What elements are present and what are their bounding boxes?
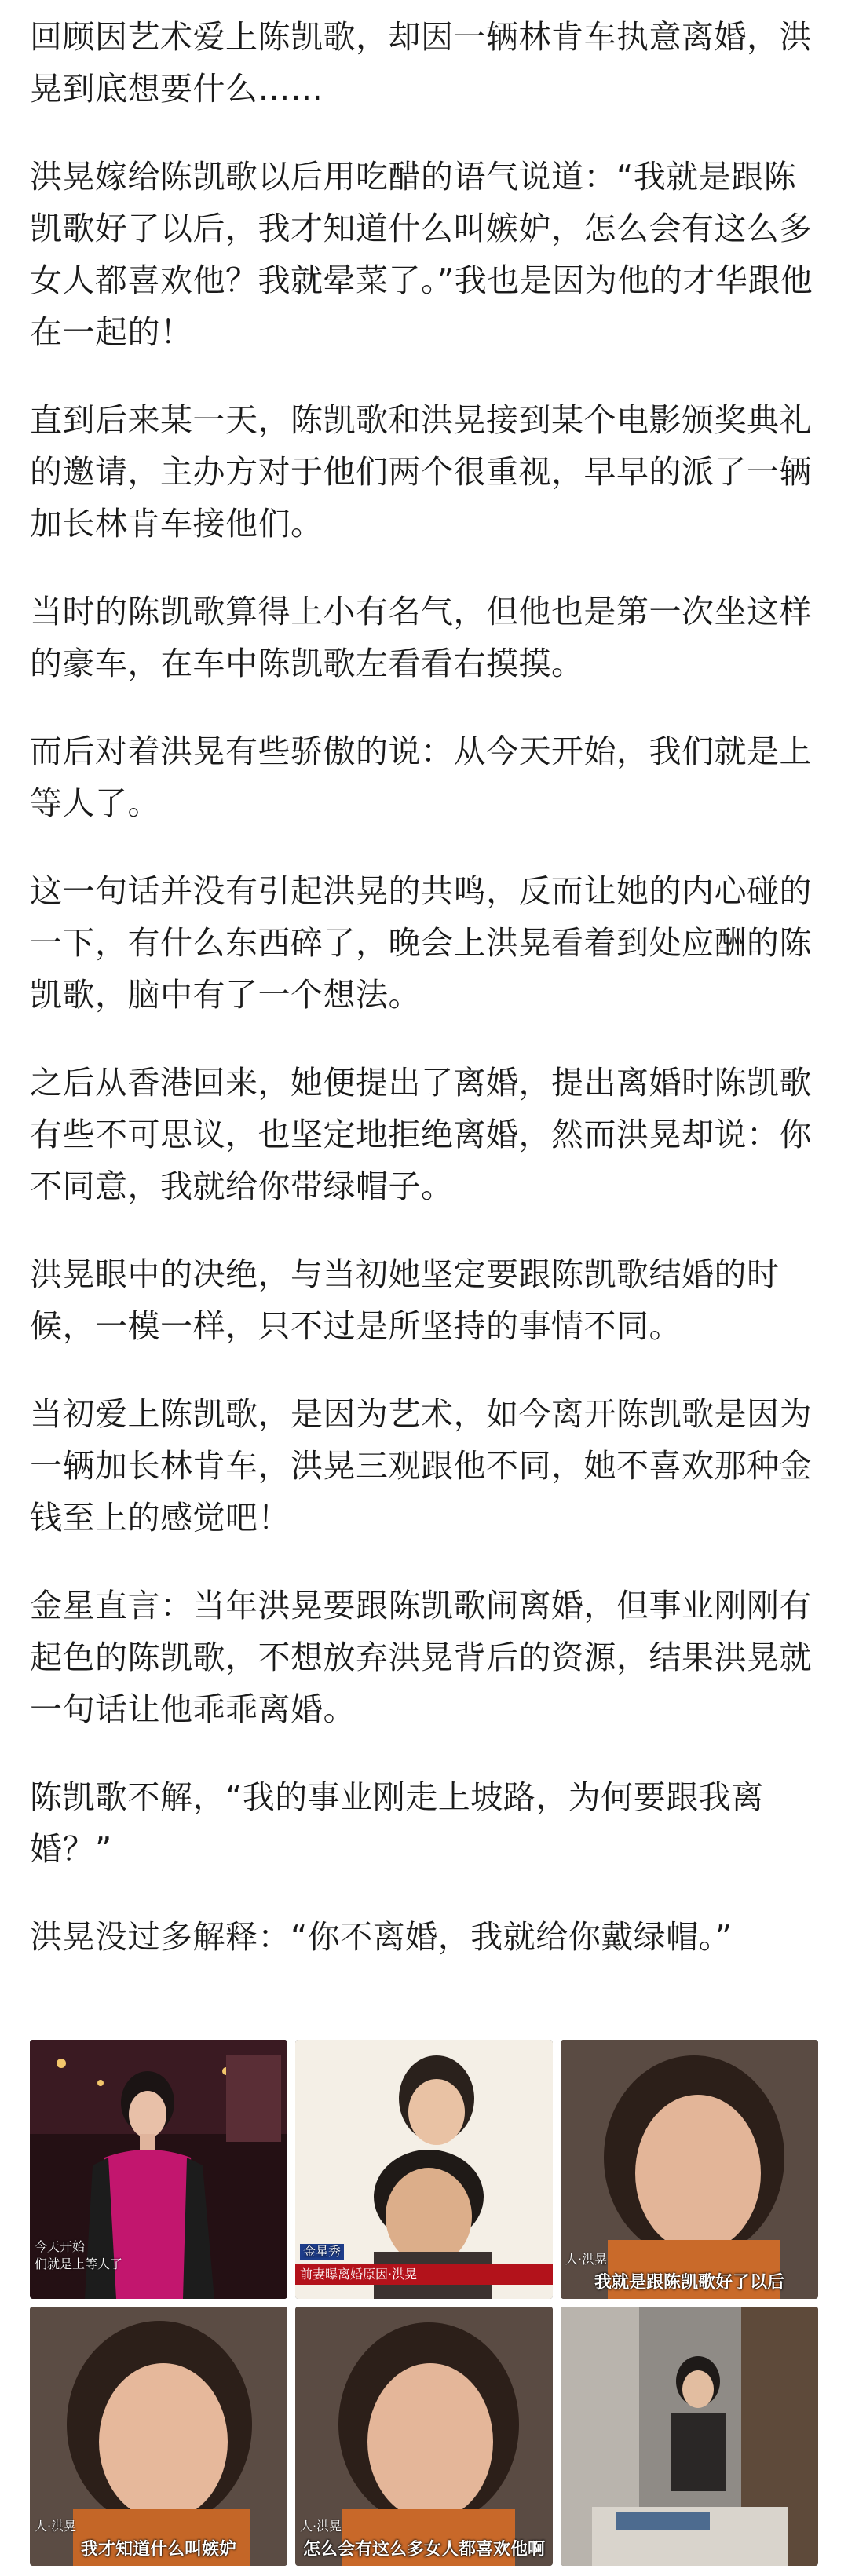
couple-photo-illustration	[295, 2040, 553, 2299]
subtitle-caption: 怎么会有这么多女人都喜欢他啊	[302, 2540, 545, 2560]
article-paragraph: 陈凯歌不解，“我的事业刚走上坡路，为何要跟我离婚？”	[30, 1778, 764, 1868]
article-paragraph: 之后从香港回来，她便提出了离婚，提出离婚时陈凯歌有些不可思议，也坚定地拒绝离婚，然而洪晃却说：你不同意，我就给你带绿帽子。	[30, 1064, 812, 1205]
subtitle-text: 人·洪晃	[35, 2519, 77, 2534]
subtitle-caption: 我才知道什么叫嫉妒	[80, 2540, 236, 2560]
image-gallery	[30, 2040, 818, 2566]
news-ticker-bar: 前妻曝离婚原因·洪晃	[295, 2264, 553, 2285]
article-paragraph: 当时的陈凯歌算得上小有名气，但他也是第一次坐这样的豪车，在车中陈凯歌左看看右摸摸。	[30, 593, 812, 682]
home-photo-illustration	[561, 2307, 818, 2566]
gallery-image[interactable]	[295, 2307, 553, 2566]
subtitle-text: 们就是上等人了	[35, 2256, 123, 2271]
gallery-image[interactable]	[30, 2040, 287, 2299]
article-paragraph: 洪晃眼中的决绝，与当初她坚定要跟陈凯歌结婚的时候，一模一样，只不过是所坚持的事情不同。	[30, 1255, 780, 1345]
gallery-image[interactable]	[295, 2040, 553, 2299]
gallery-image[interactable]	[561, 2040, 818, 2299]
article-paragraph: 回顾因艺术爱上陈凯歌，却因一辆林肯车执意离婚，洪晃到底想要什么……	[30, 18, 812, 108]
subtitle-caption: 我就是跟陈凯歌好了以后	[594, 2273, 784, 2293]
gallery-image[interactable]	[30, 2307, 287, 2566]
article-paragraph: 而后对着洪晃有些骄傲的说：从今天开始，我们就是上等人了。	[30, 733, 812, 822]
article-paragraph: 金星直言：当年洪晃要跟陈凯歌闹离婚，但事业刚刚有起色的陈凯歌，不想放弃洪晃背后的资源，结果洪晃就一句话让他乖乖离婚。	[30, 1587, 812, 1728]
subtitle-text: 人·洪晃	[300, 2519, 342, 2534]
show-badge: 金星秀	[300, 2244, 344, 2260]
article-paragraph: 洪晃嫁给陈凯歌以后用吃醋的语气说道：“我就是跟陈凯歌好了以后，我才知道什么叫嫉妒，怎么会有这么多女人都喜欢他？我就晕菜了。”我也是因为他的才华跟他在一起的！	[30, 158, 813, 351]
subtitle-text: 今天开始	[35, 2239, 86, 2254]
gallery-image[interactable]	[561, 2307, 818, 2566]
article-paragraph: 洪晃没过多解释：“你不离婚，我就给你戴绿帽。”	[30, 1918, 733, 1956]
article-paragraph: 这一句话并没有引起洪晃的共鸣，反而让她的内心碰的一下，有什么东西碎了，晚会上洪晃看着到处应酬的陈凯歌，脑中有了一个想法。	[30, 872, 812, 1014]
subtitle-text: 人·洪晃	[565, 2252, 608, 2267]
article-paragraph: 当初爱上陈凯歌，是因为艺术，如今离开陈凯歌是因为一辆加长林肯车，洪晃三观跟他不同，她不喜欢那种金钱至上的感觉吧！	[30, 1395, 812, 1536]
article-paragraph: 直到后来某一天，陈凯歌和洪晃接到某个电影颁奖典礼的邀请，主办方对于他们两个很重视，早早的派了一辆加长林肯车接他们。	[30, 401, 812, 543]
